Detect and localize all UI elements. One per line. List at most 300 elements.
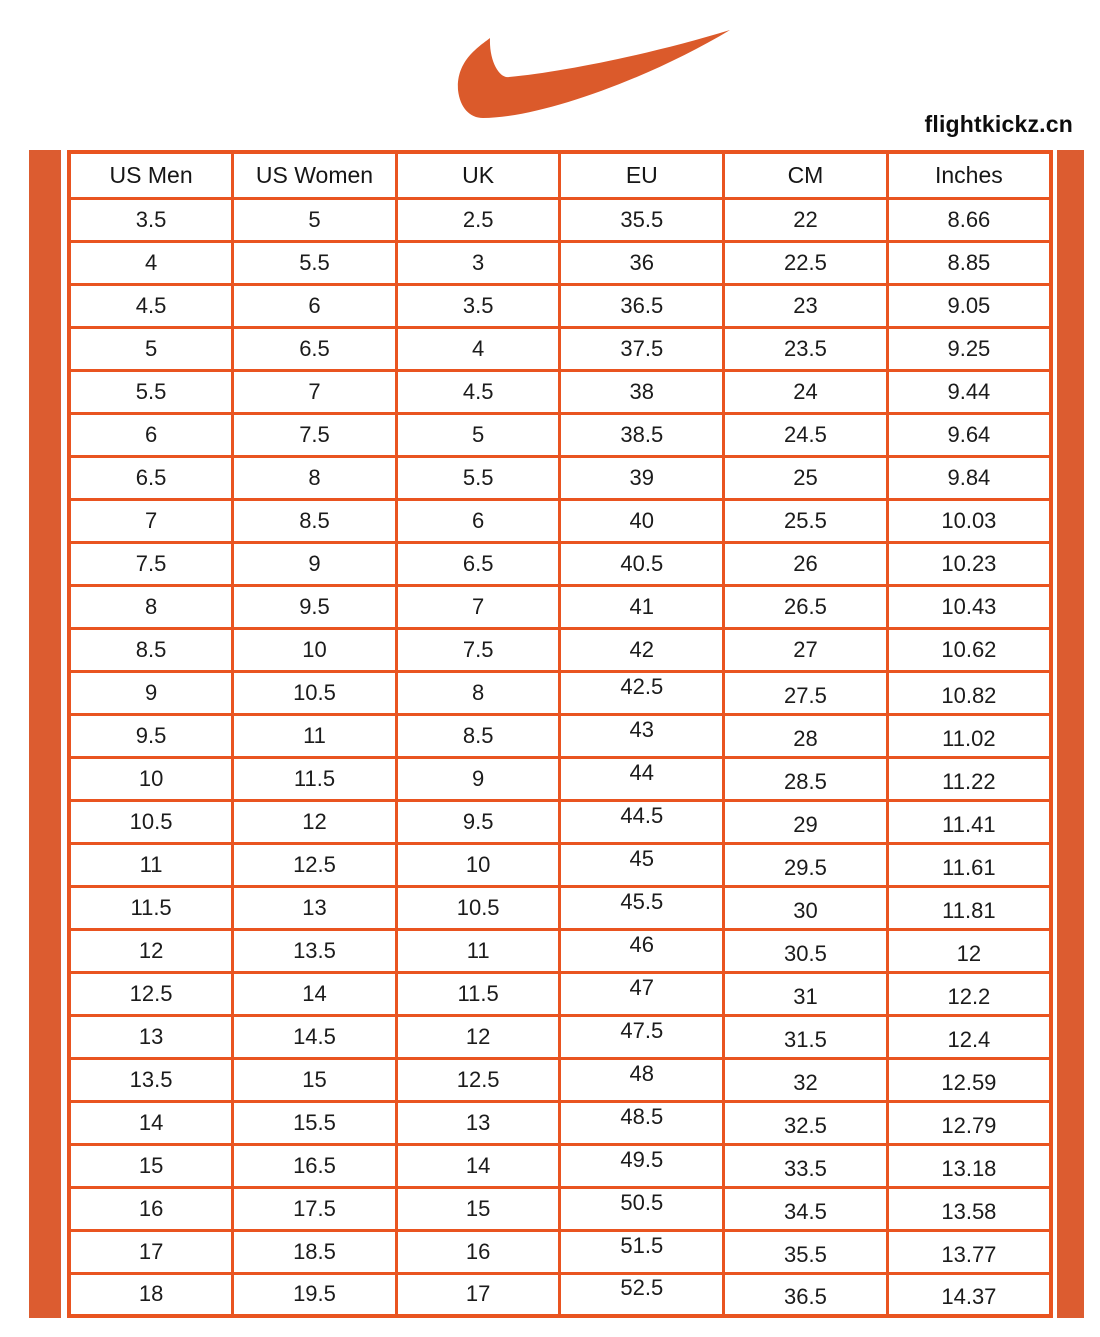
table-cell [69, 1101, 233, 1144]
cell-value: 10.62 [941, 636, 997, 662]
table-cell [724, 499, 888, 542]
cell-value: 30 [793, 897, 818, 923]
cell-value: 13 [138, 1023, 164, 1049]
table-cell [233, 1144, 397, 1187]
cell-value: 9.5 [299, 593, 330, 619]
table-cell [724, 714, 888, 757]
cell-value: 37.5 [620, 335, 664, 361]
table-cell [560, 1101, 724, 1144]
cell-value: 48 [629, 1060, 655, 1086]
table-cell [69, 241, 233, 284]
cell-value: 24 [793, 378, 818, 404]
table-cell [69, 843, 233, 886]
table-cell [724, 585, 888, 628]
table-row [69, 1187, 1051, 1230]
cell-value: 17 [465, 1281, 491, 1307]
cell-value: 50.5 [620, 1189, 664, 1215]
table-cell [887, 456, 1051, 499]
table-cell [560, 929, 724, 972]
table-cell [233, 585, 397, 628]
table-cell [233, 284, 397, 327]
table-cell [233, 542, 397, 585]
table-cell [724, 327, 888, 370]
cell-value: 9.5 [462, 808, 494, 834]
cell-value: 23.5 [784, 335, 827, 361]
cell-value: 9.25 [947, 335, 991, 361]
table-cell [887, 413, 1051, 456]
cell-value: 5.5 [135, 378, 167, 404]
table-cell [233, 628, 397, 671]
table-row [69, 671, 1051, 714]
cell-value: 29 [793, 811, 818, 837]
table-row [69, 542, 1051, 585]
column-header-us-men: US Men [69, 152, 233, 198]
table-cell [69, 198, 233, 241]
table-cell [396, 370, 560, 413]
table-cell [233, 241, 397, 284]
cell-value: 32 [793, 1069, 818, 1095]
table-cell [396, 757, 560, 800]
cell-value: 9.84 [947, 464, 991, 490]
table-cell [233, 1273, 397, 1316]
cell-value: 8.5 [299, 507, 330, 533]
cell-value: 41 [629, 593, 655, 619]
table-cell [560, 628, 724, 671]
nike-swoosh-icon [452, 22, 742, 127]
table-cell [887, 1144, 1051, 1187]
cell-value: 9 [472, 765, 485, 791]
table-cell [69, 671, 233, 714]
table-cell [560, 1058, 724, 1101]
header-row [69, 152, 1051, 198]
cell-value: 8 [144, 593, 158, 619]
cell-value: 17 [138, 1238, 164, 1264]
cell-value: 14.37 [941, 1284, 997, 1310]
table-row [69, 327, 1051, 370]
cell-value: 25.5 [784, 507, 827, 533]
cell-value: 12.5 [129, 980, 173, 1006]
cell-value: 9 [308, 550, 321, 576]
cell-value: 11.5 [457, 980, 499, 1006]
table-cell [233, 1230, 397, 1273]
table-cell [887, 972, 1051, 1015]
table-cell [396, 499, 560, 542]
cell-value: 7.5 [299, 421, 330, 447]
table-cell [396, 1058, 560, 1101]
table-row [69, 284, 1051, 327]
table-header [69, 152, 1051, 198]
cell-value: 26 [793, 550, 818, 576]
table-row [69, 1058, 1051, 1101]
table-cell [396, 714, 560, 757]
cell-value: 10.43 [941, 593, 997, 619]
cell-value: 13 [465, 1109, 491, 1135]
table-cell [233, 1101, 397, 1144]
cell-value: 13.18 [941, 1155, 997, 1181]
table-row [69, 800, 1051, 843]
table-cell [724, 886, 888, 929]
table-cell [887, 714, 1051, 757]
table-cell [396, 327, 560, 370]
cell-value: 16.5 [293, 1152, 336, 1178]
table-cell [724, 370, 888, 413]
nike-logo [452, 22, 742, 127]
table-cell [396, 671, 560, 714]
cell-value: 18.5 [293, 1238, 336, 1264]
table-cell [233, 1058, 397, 1101]
size-chart-table [67, 150, 1053, 1318]
cell-value: 45.5 [620, 888, 664, 914]
cell-value: 27.5 [784, 682, 827, 708]
table-cell [887, 499, 1051, 542]
cell-value: 13 [302, 894, 327, 920]
cell-value: 7 [144, 507, 158, 533]
cell-value: 36.5 [620, 292, 664, 318]
table-row [69, 929, 1051, 972]
table-cell [724, 1144, 888, 1187]
table-cell [396, 585, 560, 628]
table-row [69, 972, 1051, 1015]
table-row [69, 241, 1051, 284]
cell-value: 9.44 [947, 378, 991, 404]
table-cell [396, 456, 560, 499]
table-cell [560, 499, 724, 542]
table-cell [887, 284, 1051, 327]
cell-value: 12 [138, 937, 164, 963]
cell-value: 12 [465, 1023, 491, 1049]
cell-value: 8.5 [462, 722, 494, 748]
table-cell [724, 413, 888, 456]
table-cell [233, 456, 397, 499]
table-row [69, 456, 1051, 499]
table-row [69, 413, 1051, 456]
table-cell [233, 1015, 397, 1058]
cell-value: 30.5 [784, 940, 827, 966]
cell-value: 10.23 [941, 550, 997, 576]
cell-value: 12.4 [947, 1026, 991, 1052]
table-cell [396, 1230, 560, 1273]
cell-value: 29.5 [784, 854, 827, 880]
table-cell [560, 671, 724, 714]
cell-value: 5.5 [462, 464, 494, 490]
table-cell [233, 929, 397, 972]
table-cell [887, 241, 1051, 284]
cell-value: 9.64 [947, 421, 991, 447]
cell-value: 14 [465, 1152, 491, 1178]
table-cell [396, 284, 560, 327]
table-row [69, 1144, 1051, 1187]
cell-value: 28 [793, 725, 818, 751]
cell-value: 12 [302, 808, 327, 834]
cell-value: 12.5 [456, 1066, 500, 1092]
cell-value: 10.03 [941, 507, 997, 533]
table-cell [69, 456, 233, 499]
cell-value: 10 [302, 636, 327, 662]
table-cell [724, 1058, 888, 1101]
table-cell [396, 843, 560, 886]
table-cell [69, 370, 233, 413]
table-cell [887, 370, 1051, 413]
table-cell [887, 757, 1051, 800]
table-row [69, 1101, 1051, 1144]
table-cell [724, 1230, 888, 1273]
table-cell [560, 284, 724, 327]
table-cell [69, 886, 233, 929]
table-cell [724, 241, 888, 284]
table-cell [396, 628, 560, 671]
cell-value: 40 [629, 507, 655, 533]
cell-value: 8.5 [135, 636, 167, 662]
table-cell [724, 1187, 888, 1230]
table-cell [69, 628, 233, 671]
cell-value: 6.5 [462, 550, 494, 576]
table-cell [887, 671, 1051, 714]
cell-value: 7 [308, 378, 321, 404]
table-cell [396, 1144, 560, 1187]
cell-value: 12.2 [947, 983, 991, 1009]
table-cell [396, 1187, 560, 1230]
cell-value: 2.5 [462, 206, 494, 232]
cell-value: 25 [793, 464, 818, 490]
table-cell [69, 413, 233, 456]
table-cell [396, 241, 560, 284]
cell-value: 13.5 [293, 937, 336, 963]
table-row [69, 757, 1051, 800]
table-row [69, 628, 1051, 671]
table-cell [69, 929, 233, 972]
table-cell [887, 886, 1051, 929]
cell-value: 8.66 [947, 206, 991, 232]
cell-value: 47.5 [620, 1017, 664, 1043]
table-row [69, 843, 1051, 886]
cell-value: 13.58 [941, 1198, 997, 1224]
cell-value: 10.5 [129, 808, 173, 834]
cell-value: 31.5 [784, 1026, 827, 1052]
table-cell [233, 757, 397, 800]
table-cell [69, 327, 233, 370]
cell-value: 4.5 [135, 292, 167, 318]
cell-value: 22 [793, 206, 818, 232]
size-chart [29, 150, 1084, 1318]
table-cell [887, 628, 1051, 671]
cell-value: 42 [629, 636, 655, 662]
cell-value: 3 [472, 249, 485, 275]
table-cell [560, 198, 724, 241]
table-cell [396, 198, 560, 241]
cell-value: 36.5 [784, 1284, 827, 1310]
table-cell [69, 1058, 233, 1101]
cell-value: 11.5 [130, 894, 172, 920]
cell-value: 38 [629, 378, 655, 404]
cell-value: 5.5 [299, 249, 330, 275]
table-cell [396, 972, 560, 1015]
table-cell [69, 1015, 233, 1058]
cell-value: 3.5 [462, 292, 494, 318]
right-accent-bar [1057, 150, 1084, 1318]
table-cell [560, 585, 724, 628]
cell-value: 51.5 [620, 1232, 664, 1258]
cell-value: 12.5 [293, 851, 336, 877]
table-row [69, 714, 1051, 757]
table-cell [560, 370, 724, 413]
column-header-cm: CM [724, 152, 888, 198]
cell-value: 11 [466, 937, 490, 963]
table-cell [724, 284, 888, 327]
cell-value: 11.41 [942, 811, 996, 837]
table-cell [560, 1187, 724, 1230]
table-cell [233, 843, 397, 886]
table-cell [396, 886, 560, 929]
table-cell [724, 671, 888, 714]
table-cell [69, 714, 233, 757]
cell-value: 38.5 [620, 421, 664, 447]
table-cell [887, 800, 1051, 843]
table-cell [724, 972, 888, 1015]
cell-value: 3.5 [135, 206, 167, 232]
table-cell [887, 843, 1051, 886]
table-cell [887, 1101, 1051, 1144]
column-header-uk: UK [396, 152, 560, 198]
cell-value: 7.5 [135, 550, 167, 576]
cell-value: 4 [144, 249, 158, 275]
cell-value: 7.5 [462, 636, 494, 662]
table-cell [560, 757, 724, 800]
cell-value: 32.5 [784, 1112, 827, 1138]
cell-value: 14 [302, 980, 327, 1006]
cell-value: 8 [308, 464, 321, 490]
cell-value: 14.5 [293, 1023, 336, 1049]
table-cell [724, 628, 888, 671]
cell-value: 13.5 [129, 1066, 173, 1092]
table-cell [724, 757, 888, 800]
table-cell [396, 1101, 560, 1144]
table-cell [233, 972, 397, 1015]
table-cell [887, 1273, 1051, 1316]
cell-value: 15 [302, 1066, 327, 1092]
cell-value: 43 [629, 716, 655, 742]
cell-value: 11.02 [942, 725, 996, 751]
cell-value: 11.81 [942, 897, 996, 923]
cell-value: 40.5 [620, 550, 664, 576]
column-header-inches: Inches [887, 152, 1051, 198]
site-watermark: flightkickz.cn [924, 111, 1073, 137]
table-cell [69, 800, 233, 843]
table-cell [560, 714, 724, 757]
table-cell [560, 241, 724, 284]
cell-value: 15 [465, 1195, 491, 1221]
table-cell [560, 327, 724, 370]
cell-value: 49.5 [620, 1146, 664, 1172]
cell-value: 9 [144, 679, 158, 705]
table-row [69, 499, 1051, 542]
table-cell [724, 1015, 888, 1058]
table-cell [69, 585, 233, 628]
cell-value: 10 [138, 765, 164, 791]
table-row [69, 1273, 1051, 1316]
cell-value: 11.61 [942, 854, 996, 880]
table-cell [724, 198, 888, 241]
table-cell [887, 198, 1051, 241]
table-cell [69, 1187, 233, 1230]
left-accent-bar [29, 150, 61, 1318]
table-cell [724, 456, 888, 499]
cell-value: 10 [465, 851, 491, 877]
table-cell [560, 886, 724, 929]
cell-value: 6.5 [299, 335, 330, 361]
cell-value: 6.5 [135, 464, 167, 490]
cell-value: 16 [138, 1195, 164, 1221]
cell-value: 6 [472, 507, 485, 533]
cell-value: 5 [472, 421, 485, 447]
cell-value: 16 [465, 1238, 491, 1264]
cell-value: 4.5 [462, 378, 494, 404]
table-cell [724, 542, 888, 585]
table-cell [233, 370, 397, 413]
table-cell [69, 1230, 233, 1273]
table-cell [560, 1015, 724, 1058]
table-cell [233, 1187, 397, 1230]
cell-value: 11 [139, 851, 163, 877]
table-cell [233, 714, 397, 757]
table-cell [560, 972, 724, 1015]
cell-value: 5 [144, 335, 158, 361]
cell-value: 9.05 [947, 292, 991, 318]
cell-value: 6 [144, 421, 158, 447]
cell-value: 27 [793, 636, 818, 662]
column-header-eu: EU [560, 152, 724, 198]
column-header-us-women: US Women [233, 152, 397, 198]
table-cell [396, 929, 560, 972]
table-cell [887, 929, 1051, 972]
cell-value: 9.5 [135, 722, 167, 748]
cell-value: 33.5 [784, 1155, 827, 1181]
table-cell [887, 542, 1051, 585]
cell-value: 48.5 [620, 1103, 664, 1129]
cell-value: 12.59 [941, 1069, 997, 1095]
table-cell [887, 585, 1051, 628]
table-cell [560, 843, 724, 886]
cell-value: 11 [303, 722, 326, 748]
cell-value: 44 [629, 759, 655, 785]
table-cell [887, 1187, 1051, 1230]
cell-value: 23 [793, 292, 818, 318]
table-row [69, 585, 1051, 628]
table-row [69, 198, 1051, 241]
table-cell [724, 843, 888, 886]
table-row [69, 1230, 1051, 1273]
table-cell [724, 800, 888, 843]
cell-value: 52.5 [620, 1275, 664, 1301]
table-cell [69, 1273, 233, 1316]
table-cell [560, 542, 724, 585]
table-cell [233, 413, 397, 456]
cell-value: 28.5 [784, 768, 827, 794]
table-cell [233, 198, 397, 241]
cell-value: 12.79 [941, 1112, 997, 1138]
cell-value: 14 [138, 1109, 164, 1135]
table-cell [233, 800, 397, 843]
cell-value: 12 [956, 940, 982, 966]
table-cell [233, 671, 397, 714]
table-cell [560, 1144, 724, 1187]
table-cell [887, 1058, 1051, 1101]
table-cell [887, 1015, 1051, 1058]
table-cell [560, 413, 724, 456]
cell-value: 46 [629, 931, 655, 957]
table-cell [724, 1273, 888, 1316]
cell-value: 42.5 [620, 673, 664, 699]
table-cell [560, 456, 724, 499]
